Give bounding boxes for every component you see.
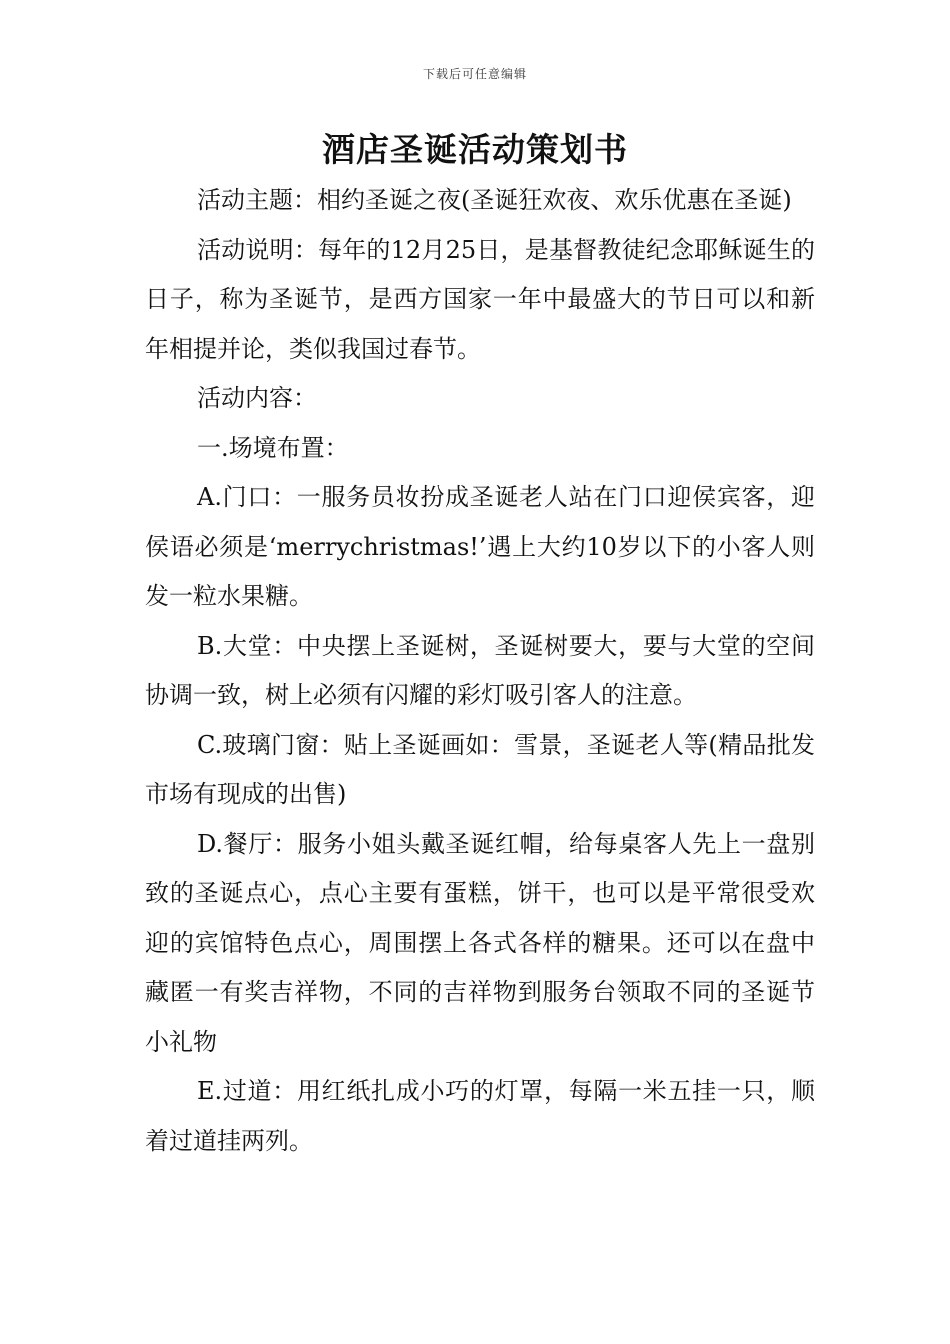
header-note: 下载后可任意编辑 bbox=[422, 67, 527, 81]
paragraph-corridor: E.过道：用红纸扎成小巧的灯罩，每隔一米五挂一只，顺着过道挂两列。 bbox=[145, 1077, 815, 1155]
document-body bbox=[145, 176, 815, 1166]
paragraph-lobby: B.大堂：中央摆上圣诞树，圣诞树要大，要与大堂的空间协调一致，树上必须有闪耀的彩灯吸引客人的注意。 bbox=[145, 631, 815, 709]
paragraph-glass-windows: C.玻璃门窗：贴上圣诞画如：雪景，圣诞老人等(精品批发市场有现成的出售) bbox=[145, 730, 815, 808]
paragraph-restaurant: D.餐厅：服务小姐头戴圣诞红帽，给每桌客人先上一盘别致的圣诞点心，点心主要有蛋糕，饼干，也可以是平常很受欢迎的宾馆特色点心，周围摆上各式各样的糖果。还可以在盘中藏匿一有奖吉祥物，不同的吉祥物到服务台领取不同的圣诞节小礼物 bbox=[145, 829, 815, 1056]
paragraph-section-venue-setup: 一.场境布置： bbox=[197, 433, 349, 462]
paragraph-activity-description: 活动说明：每年的12月25日，是基督教徒纪念耶稣诞生的日子，称为圣诞节，是西方国家一年中最盛大的节日可以和新年相提并论，类似我国过春节。 bbox=[145, 235, 815, 363]
paragraph-activity-content: 活动内容： bbox=[197, 384, 317, 412]
paragraph-entrance: A.门口：一服务员妆扮成圣诞老人站在门口迎侯宾客，迎侯语必须是‘merrychristmas!’遇上大约10岁以下的小客人则发一粒水果糖。 bbox=[145, 483, 815, 610]
document-title: 酒店圣诞活动策划书 bbox=[322, 130, 628, 169]
paragraph-activity-theme: 活动主题：相约圣诞之夜(圣诞狂欢夜、欢乐优惠在圣诞) bbox=[197, 186, 792, 214]
